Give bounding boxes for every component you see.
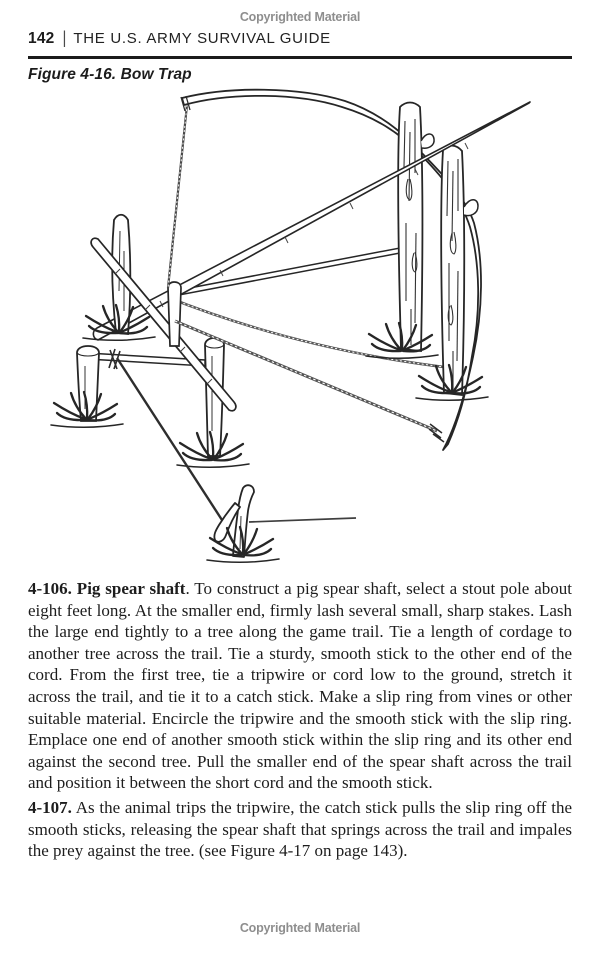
bow-trap-illustration [0,86,600,576]
body-text [28,578,572,862]
paragraph-4-107-body: As the animal trips the tripwire, the catch stick pulls the slip ring off the smooth sticks, releasing the spear shaft that springs across the trail and impales the prey against the tree. (see Figure 4-17 on page 143). [28,797,572,861]
bowstring [168,96,190,288]
paragraph-4-106 [28,578,572,794]
paragraph-4-107-lead: 4-107. [28,797,72,817]
trail-tripwire [249,518,356,522]
paragraph-4-106-body: . To construct a pig spear shaft, select a stout pole about eight feet long. At the smaller end, firmly lash several small, sharp stakes. Lash the large end tightly to a tree along the game trail. Tie a length of cordage to another tree across the trail. Tie a sturdy, smooth stick to the other end of the cord. From the first tree, tie a tripwire or cord low to the ground, stretch it across the trail, and tie it to a catch stick. Make a slip ring from vines or other suitable material. Encircle the tripwire and the smooth stick with the slip ring. Emplace one end of another smooth stick within the slip ring and its other end against the second tree. Pull the smaller end of the spear shaft across the trail and position it between the short cord and the smooth stick. [28,579,573,793]
copyright-notice-bottom: Copyrighted Material [239,921,361,935]
book-title: THE U.S. ARMY SURVIVAL GUIDE [73,30,331,47]
trigger-stick [168,282,181,346]
paragraph-4-106-lead: 4-106. Pig spear shaft [28,579,186,598]
catch-stick [207,485,279,562]
bow-trap-drawing [0,86,600,576]
paragraph-4-107 [28,797,572,862]
running-header [28,30,572,48]
figure-caption: Figure 4-16. Bow Trap [28,66,192,83]
page-number: 142 [28,30,55,47]
header-rule [28,56,572,59]
tree-post-left [398,103,434,352]
header-separator: | [62,28,67,49]
copyright-notice-top: Copyrighted Material [239,10,361,24]
